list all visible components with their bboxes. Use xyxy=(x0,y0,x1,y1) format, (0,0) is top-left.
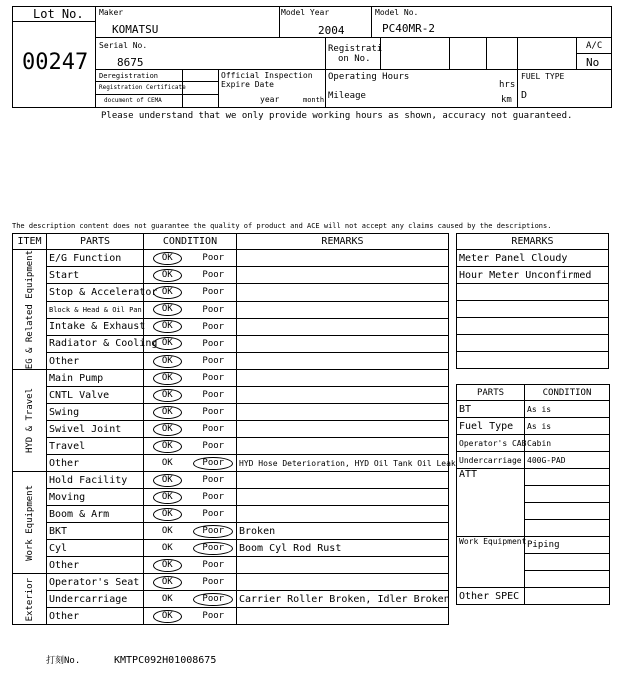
poor-option: Poor xyxy=(202,441,225,452)
remark xyxy=(237,557,449,574)
work-equipment-value xyxy=(525,554,610,571)
table-row xyxy=(13,489,449,506)
remark-line xyxy=(457,335,609,352)
poor-option: Poor xyxy=(202,373,225,384)
model-no-value: PC40MR-2 xyxy=(382,22,435,35)
fuel-type-label: FUEL TYPE xyxy=(521,72,565,81)
table-row xyxy=(13,370,449,387)
condition-header: CONDITION xyxy=(525,385,610,401)
ok-option: OK xyxy=(161,526,173,537)
registration-label-2: on No. xyxy=(338,54,371,64)
stamp-value: KMTPC092H01008675 xyxy=(114,655,217,666)
poor-selected: Poor xyxy=(193,525,233,538)
hours-notice: Please understand that we only provide working hours as shown, accuracy not guaranteed. xyxy=(101,111,573,121)
mileage-label: Mileage xyxy=(328,91,366,101)
remarks-header: REMARKS xyxy=(457,234,609,250)
remark xyxy=(237,370,449,387)
poor-option: Poor xyxy=(202,390,225,401)
part-name: Stop & Accelerator xyxy=(47,284,144,301)
work-equipment-label: Work Equipment xyxy=(457,537,525,588)
remark xyxy=(237,335,449,352)
poor-selected: Poor xyxy=(193,457,233,470)
table-row xyxy=(13,438,449,455)
part-name: Boom & Arm xyxy=(47,506,144,523)
remark xyxy=(237,318,449,335)
group-label-text: Work Equipment xyxy=(24,484,35,561)
ok-selected: OK xyxy=(153,355,182,368)
parts-header: PARTS xyxy=(457,385,525,401)
table-row xyxy=(13,284,449,301)
att-value xyxy=(525,503,610,520)
remark xyxy=(237,489,449,506)
poor-option: Poor xyxy=(202,577,225,588)
table-row xyxy=(13,335,449,352)
part-name: CNTL Valve xyxy=(47,387,144,404)
parts-box-value: As is xyxy=(525,418,610,435)
serial-value: 8675 xyxy=(117,56,144,69)
poor-option: Poor xyxy=(202,321,225,332)
ok-selected: OK xyxy=(153,303,182,316)
stamp-label: 打刻No. xyxy=(46,656,81,666)
part-name: Radiator & Cooling xyxy=(47,335,144,352)
table-row xyxy=(13,318,449,335)
ac-label: A/C xyxy=(586,41,603,51)
poor-option: Poor xyxy=(202,287,225,298)
other-spec-value xyxy=(525,588,610,605)
table-row xyxy=(13,540,449,557)
part-name: Moving xyxy=(47,489,144,506)
table-row xyxy=(13,301,449,318)
part-name: Undercarriage xyxy=(47,591,144,608)
remark-line: Hour Meter Unconfirmed xyxy=(457,267,609,284)
remark-line xyxy=(457,318,609,335)
part-name: Main Pump xyxy=(47,370,144,387)
model-no-label: Model No. xyxy=(375,8,419,17)
maker-value: KOMATSU xyxy=(112,23,159,36)
parts-box-part: BT xyxy=(457,401,525,418)
remark: Broken xyxy=(237,523,449,540)
remark: Carrier Roller Broken, Idler Broken xyxy=(237,591,449,608)
poor-selected: Poor xyxy=(193,593,233,606)
ok-selected: OK xyxy=(153,474,182,487)
table-row xyxy=(13,404,449,421)
remark xyxy=(237,250,449,267)
poor-option: Poor xyxy=(202,509,225,520)
ok-selected: OK xyxy=(153,423,182,436)
table-row xyxy=(13,608,449,625)
km-label: km xyxy=(501,95,512,105)
remarks-box xyxy=(456,233,609,369)
cema-label: document of CEMA xyxy=(104,97,162,104)
poor-option: Poor xyxy=(202,356,225,367)
ok-selected: OK xyxy=(153,252,182,265)
model-year-value: 2004 xyxy=(318,24,345,37)
remark xyxy=(237,387,449,404)
remark: Boom Cyl Rod Rust xyxy=(237,540,449,557)
table-row xyxy=(13,472,449,489)
group-label xyxy=(13,250,47,370)
remark xyxy=(237,353,449,370)
ok-selected: OK xyxy=(153,372,182,385)
operating-hours-label: Operating Hours xyxy=(328,72,410,82)
inspection-table xyxy=(12,233,456,625)
part-name: Swivel Joint xyxy=(47,421,144,438)
ok-selected: OK xyxy=(153,406,182,419)
poor-option: Poor xyxy=(202,253,225,264)
year-label: year xyxy=(260,95,280,104)
table-row xyxy=(13,267,449,284)
header-remarks: REMARKS xyxy=(237,234,449,250)
ok-selected: OK xyxy=(153,269,182,282)
parts-box-value: 400G-PAD xyxy=(525,452,610,469)
poor-option: Poor xyxy=(202,270,225,281)
ok-selected: OK xyxy=(153,320,182,333)
remark-line: Meter Panel Cloudy xyxy=(457,250,609,267)
header-item: ITEM xyxy=(13,234,47,250)
ok-selected: OK xyxy=(153,576,182,589)
group-label-text: Exterior xyxy=(24,577,35,621)
remark xyxy=(237,438,449,455)
group-label xyxy=(13,472,47,574)
fuel-type-value: D xyxy=(521,90,528,101)
poor-option: Poor xyxy=(202,407,225,418)
parts-box-value: Cabin xyxy=(525,435,610,452)
table-row xyxy=(13,421,449,438)
lot-label: Lot No. xyxy=(33,7,84,21)
inspection-label-2: Expire Date xyxy=(221,80,274,89)
table-row xyxy=(13,353,449,370)
table-row xyxy=(13,557,449,574)
parts-box-part: Operator's CAB xyxy=(457,435,525,452)
part-name: Intake & Exhaust xyxy=(47,318,144,335)
att-value xyxy=(525,520,610,537)
remark-line xyxy=(457,352,609,369)
part-name: Operator's Seat xyxy=(47,574,144,591)
remark-line xyxy=(457,301,609,318)
part-name: Other xyxy=(47,455,144,472)
poor-option: Poor xyxy=(202,424,225,435)
registration-label: Registrati xyxy=(328,44,383,54)
parts-box-part: Fuel Type xyxy=(457,418,525,435)
ok-selected: OK xyxy=(153,389,182,402)
group-label xyxy=(13,574,47,625)
remark xyxy=(237,421,449,438)
part-name: Block & Head & Oil Pan xyxy=(47,301,144,318)
ok-selected: OK xyxy=(153,559,182,572)
part-name: E/G Function xyxy=(47,250,144,267)
table-row xyxy=(13,574,449,591)
ac-value: No xyxy=(586,56,600,69)
remark xyxy=(237,506,449,523)
ok-selected: OK xyxy=(153,610,182,623)
att-value xyxy=(525,469,610,486)
remark xyxy=(237,608,449,625)
maker-label: Maker xyxy=(99,8,124,17)
poor-option: Poor xyxy=(202,304,225,315)
disclaimer: The description content does not guarantee the quality of product and ACE will not accept any claims caused by the descriptions. xyxy=(12,222,552,230)
header-parts: PARTS xyxy=(47,234,144,250)
remark xyxy=(237,301,449,318)
remark xyxy=(237,574,449,591)
group-label-text: HYD & Travel xyxy=(24,388,35,454)
remark-line xyxy=(457,284,609,301)
parts-condition-box xyxy=(456,384,610,605)
ok-selected: OK xyxy=(153,440,182,453)
model-year-label: Model Year xyxy=(281,8,330,17)
deregistration-label: Deregistration xyxy=(99,72,159,80)
parts-box-part: Undercarriage xyxy=(457,452,525,469)
poor-option: Poor xyxy=(202,492,225,503)
ok-option: OK xyxy=(161,543,173,554)
registration-certificate-label: Registration Certificate xyxy=(99,84,186,91)
header-condition: CONDITION xyxy=(144,234,237,250)
poor-option: Poor xyxy=(202,475,225,486)
ok-option: OK xyxy=(161,594,173,605)
table-row xyxy=(13,387,449,404)
parts-box-value: As is xyxy=(525,401,610,418)
group-label xyxy=(13,370,47,472)
group-label-text: EG & Related Equipment xyxy=(24,250,35,370)
ok-option: OK xyxy=(161,458,173,469)
ok-selected: OK xyxy=(153,491,182,504)
remark: HYD Hose Deterioration, HYD Oil Tank Oil Leak xyxy=(237,455,449,472)
part-name: Travel xyxy=(47,438,144,455)
remark xyxy=(237,267,449,284)
table-row xyxy=(13,591,449,608)
part-name: BKT xyxy=(47,523,144,540)
lot-number: 00247 xyxy=(22,50,89,75)
ok-selected: OK xyxy=(153,337,182,350)
part-name: Other xyxy=(47,353,144,370)
ok-selected: OK xyxy=(153,286,182,299)
part-name: Other xyxy=(47,557,144,574)
table-row xyxy=(13,506,449,523)
part-name: Hold Facility xyxy=(47,472,144,489)
att-label: ATT xyxy=(457,469,525,537)
month-label: month xyxy=(303,96,325,104)
table-row xyxy=(13,523,449,540)
poor-option: Poor xyxy=(202,611,225,622)
work-equipment-value xyxy=(525,571,610,588)
part-name: Cyl xyxy=(47,540,144,557)
part-name: Swing xyxy=(47,404,144,421)
remark xyxy=(237,284,449,301)
table-row xyxy=(13,250,449,267)
serial-label: Serial No. xyxy=(99,41,148,50)
inspection-label: Official Inspection xyxy=(221,71,313,80)
remark xyxy=(237,472,449,489)
table-row xyxy=(13,455,449,472)
ok-selected: OK xyxy=(153,508,182,521)
att-value xyxy=(525,486,610,503)
hrs-label: hrs xyxy=(499,80,516,90)
part-name: Start xyxy=(47,267,144,284)
poor-selected: Poor xyxy=(193,542,233,555)
work-equipment-value: Piping xyxy=(525,537,610,554)
other-spec-label: Other SPEC xyxy=(457,588,525,605)
poor-option: Poor xyxy=(202,560,225,571)
poor-option: Poor xyxy=(202,338,225,349)
remark xyxy=(237,404,449,421)
part-name: Other xyxy=(47,608,144,625)
